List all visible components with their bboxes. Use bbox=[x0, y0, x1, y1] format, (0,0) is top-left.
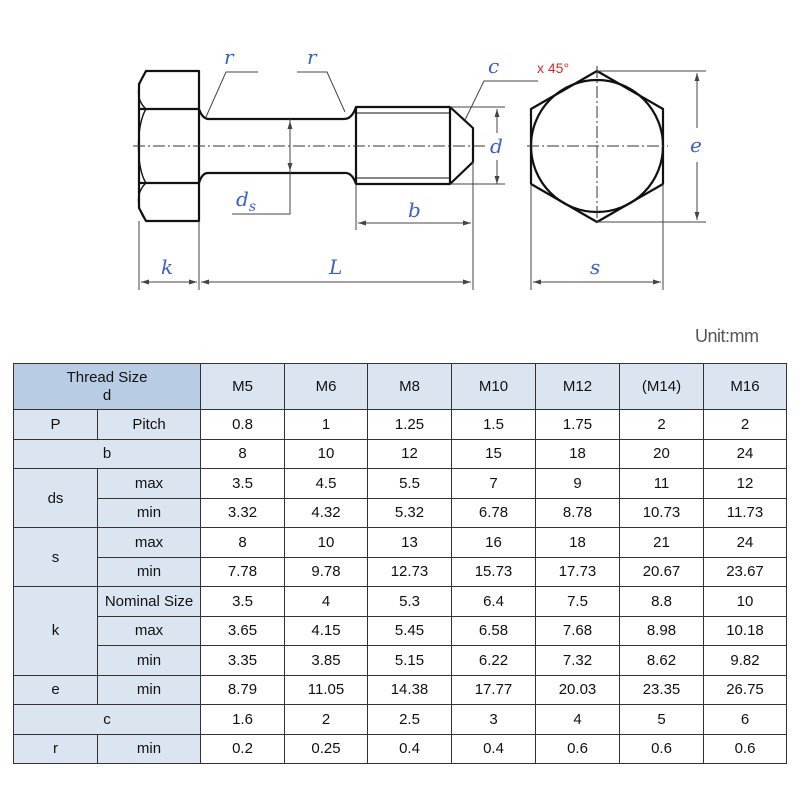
value-cell: 12 bbox=[368, 439, 452, 469]
size-header-5: (M14) bbox=[620, 364, 704, 410]
value-cell: 20 bbox=[620, 439, 704, 469]
value-cell: 10.18 bbox=[704, 616, 787, 646]
row-sub-label: max bbox=[98, 528, 201, 558]
row-group-label: k bbox=[14, 587, 98, 676]
row-group-label: s bbox=[14, 528, 98, 587]
value-cell: 8.8 bbox=[620, 587, 704, 617]
row-group-label: r bbox=[14, 734, 98, 764]
size-header-1: M6 bbox=[285, 364, 368, 410]
value-cell: 11.73 bbox=[704, 498, 787, 528]
value-cell: 3 bbox=[452, 705, 536, 735]
label-e: e bbox=[690, 133, 702, 157]
value-cell: 2.5 bbox=[368, 705, 452, 735]
value-cell: 7 bbox=[452, 469, 536, 499]
table-row bbox=[14, 675, 787, 705]
value-cell: 1.6 bbox=[201, 705, 285, 735]
value-cell: 21 bbox=[620, 528, 704, 558]
value-cell: 15.73 bbox=[452, 557, 536, 587]
value-cell: 0.6 bbox=[704, 734, 787, 764]
size-header-0: M5 bbox=[201, 364, 285, 410]
label-L: L bbox=[329, 255, 343, 279]
value-cell: 6 bbox=[704, 705, 787, 735]
value-cell: 0.6 bbox=[536, 734, 620, 764]
value-cell: 17.73 bbox=[536, 557, 620, 587]
value-cell: 9.78 bbox=[285, 557, 368, 587]
value-cell: 13 bbox=[368, 528, 452, 558]
table-row bbox=[14, 557, 787, 587]
label-d: d bbox=[490, 134, 503, 158]
row-label: c bbox=[14, 705, 201, 735]
thread-size-header: Thread Size d bbox=[14, 364, 201, 410]
label-b: b bbox=[408, 198, 421, 222]
value-cell: 1 bbox=[285, 410, 368, 440]
value-cell: 4 bbox=[285, 587, 368, 617]
size-header-3: M10 bbox=[452, 364, 536, 410]
value-cell: 8 bbox=[201, 439, 285, 469]
value-cell: 5.5 bbox=[368, 469, 452, 499]
table-row bbox=[14, 646, 787, 676]
value-cell: 6.58 bbox=[452, 616, 536, 646]
row-sub-label: min bbox=[98, 498, 201, 528]
value-cell: 10.73 bbox=[620, 498, 704, 528]
value-cell: 23.35 bbox=[620, 675, 704, 705]
value-cell: 3.32 bbox=[201, 498, 285, 528]
table-row bbox=[14, 410, 787, 440]
value-cell: 1.25 bbox=[368, 410, 452, 440]
value-cell: 5.15 bbox=[368, 646, 452, 676]
value-cell: 0.8 bbox=[201, 410, 285, 440]
value-cell: 7.78 bbox=[201, 557, 285, 587]
table-row bbox=[14, 498, 787, 528]
value-cell: 1.75 bbox=[536, 410, 620, 440]
value-cell: 20.67 bbox=[620, 557, 704, 587]
header-row bbox=[14, 364, 787, 410]
value-cell: 0.6 bbox=[620, 734, 704, 764]
value-cell: 2 bbox=[704, 410, 787, 440]
value-cell: 14.38 bbox=[368, 675, 452, 705]
value-cell: 9.82 bbox=[704, 646, 787, 676]
label-r1: r bbox=[224, 45, 234, 69]
value-cell: 7.68 bbox=[536, 616, 620, 646]
value-cell: 2 bbox=[620, 410, 704, 440]
value-cell: 0.2 bbox=[201, 734, 285, 764]
value-cell: 4.32 bbox=[285, 498, 368, 528]
row-group-label: ds bbox=[14, 469, 98, 528]
value-cell: 5 bbox=[620, 705, 704, 735]
value-cell: 6.4 bbox=[452, 587, 536, 617]
row-sub-label: min bbox=[98, 734, 201, 764]
value-cell: 10 bbox=[285, 528, 368, 558]
value-cell: 24 bbox=[704, 439, 787, 469]
row-label: b bbox=[14, 439, 201, 469]
value-cell: 4 bbox=[536, 705, 620, 735]
table-row bbox=[14, 616, 787, 646]
row-sub-label: min bbox=[98, 646, 201, 676]
value-cell: 8 bbox=[201, 528, 285, 558]
value-cell: 7.5 bbox=[536, 587, 620, 617]
label-chamfer-angle: x 45° bbox=[537, 60, 570, 76]
value-cell: 16 bbox=[452, 528, 536, 558]
label-r2: r bbox=[307, 45, 317, 69]
row-sub-label: Pitch bbox=[98, 410, 201, 440]
value-cell: 5.32 bbox=[368, 498, 452, 528]
value-cell: 18 bbox=[536, 439, 620, 469]
label-ds: $d_s$ bbox=[236, 187, 256, 215]
row-sub-label: max bbox=[98, 616, 201, 646]
value-cell: 24 bbox=[704, 528, 787, 558]
value-cell: 8.62 bbox=[620, 646, 704, 676]
table-row bbox=[14, 439, 787, 469]
value-cell: 26.75 bbox=[704, 675, 787, 705]
value-cell: 1.5 bbox=[452, 410, 536, 440]
table-row bbox=[14, 705, 787, 735]
table-row bbox=[14, 587, 787, 617]
value-cell: 2 bbox=[285, 705, 368, 735]
value-cell: 0.4 bbox=[368, 734, 452, 764]
value-cell: 7.32 bbox=[536, 646, 620, 676]
value-cell: 3.5 bbox=[201, 469, 285, 499]
bolt-technical-drawing bbox=[0, 0, 800, 320]
value-cell: 4.5 bbox=[285, 469, 368, 499]
value-cell: 15 bbox=[452, 439, 536, 469]
value-cell: 0.25 bbox=[285, 734, 368, 764]
label-k: k bbox=[161, 255, 174, 279]
value-cell: 4.15 bbox=[285, 616, 368, 646]
size-header-6: M16 bbox=[704, 364, 787, 410]
value-cell: 8.98 bbox=[620, 616, 704, 646]
row-sub-label: min bbox=[98, 675, 201, 705]
value-cell: 9 bbox=[536, 469, 620, 499]
value-cell: 17.77 bbox=[452, 675, 536, 705]
value-cell: 11.05 bbox=[285, 675, 368, 705]
value-cell: 5.3 bbox=[368, 587, 452, 617]
value-cell: 3.65 bbox=[201, 616, 285, 646]
value-cell: 3.5 bbox=[201, 587, 285, 617]
value-cell: 3.85 bbox=[285, 646, 368, 676]
value-cell: 18 bbox=[536, 528, 620, 558]
value-cell: 20.03 bbox=[536, 675, 620, 705]
row-group-label: e bbox=[14, 675, 98, 705]
value-cell: 0.4 bbox=[452, 734, 536, 764]
value-cell: 10 bbox=[285, 439, 368, 469]
label-c: c bbox=[488, 54, 500, 78]
table-row bbox=[14, 528, 787, 558]
dimension-table bbox=[13, 363, 787, 764]
label-s: s bbox=[590, 255, 601, 279]
table-row bbox=[14, 734, 787, 764]
value-cell: 12 bbox=[704, 469, 787, 499]
value-cell: 3.35 bbox=[201, 646, 285, 676]
value-cell: 12.73 bbox=[368, 557, 452, 587]
value-cell: 8.78 bbox=[536, 498, 620, 528]
size-header-2: M8 bbox=[368, 364, 452, 410]
row-group-label: P bbox=[14, 410, 98, 440]
row-sub-label: min bbox=[98, 557, 201, 587]
table-row bbox=[14, 469, 787, 499]
value-cell: 23.67 bbox=[704, 557, 787, 587]
value-cell: 10 bbox=[704, 587, 787, 617]
size-header-4: M12 bbox=[536, 364, 620, 410]
row-sub-label: Nominal Size bbox=[98, 587, 201, 617]
value-cell: 6.22 bbox=[452, 646, 536, 676]
row-sub-label: max bbox=[98, 469, 201, 499]
value-cell: 8.79 bbox=[201, 675, 285, 705]
value-cell: 11 bbox=[620, 469, 704, 499]
unit-label: Unit:mm bbox=[695, 326, 759, 346]
value-cell: 5.45 bbox=[368, 616, 452, 646]
value-cell: 6.78 bbox=[452, 498, 536, 528]
